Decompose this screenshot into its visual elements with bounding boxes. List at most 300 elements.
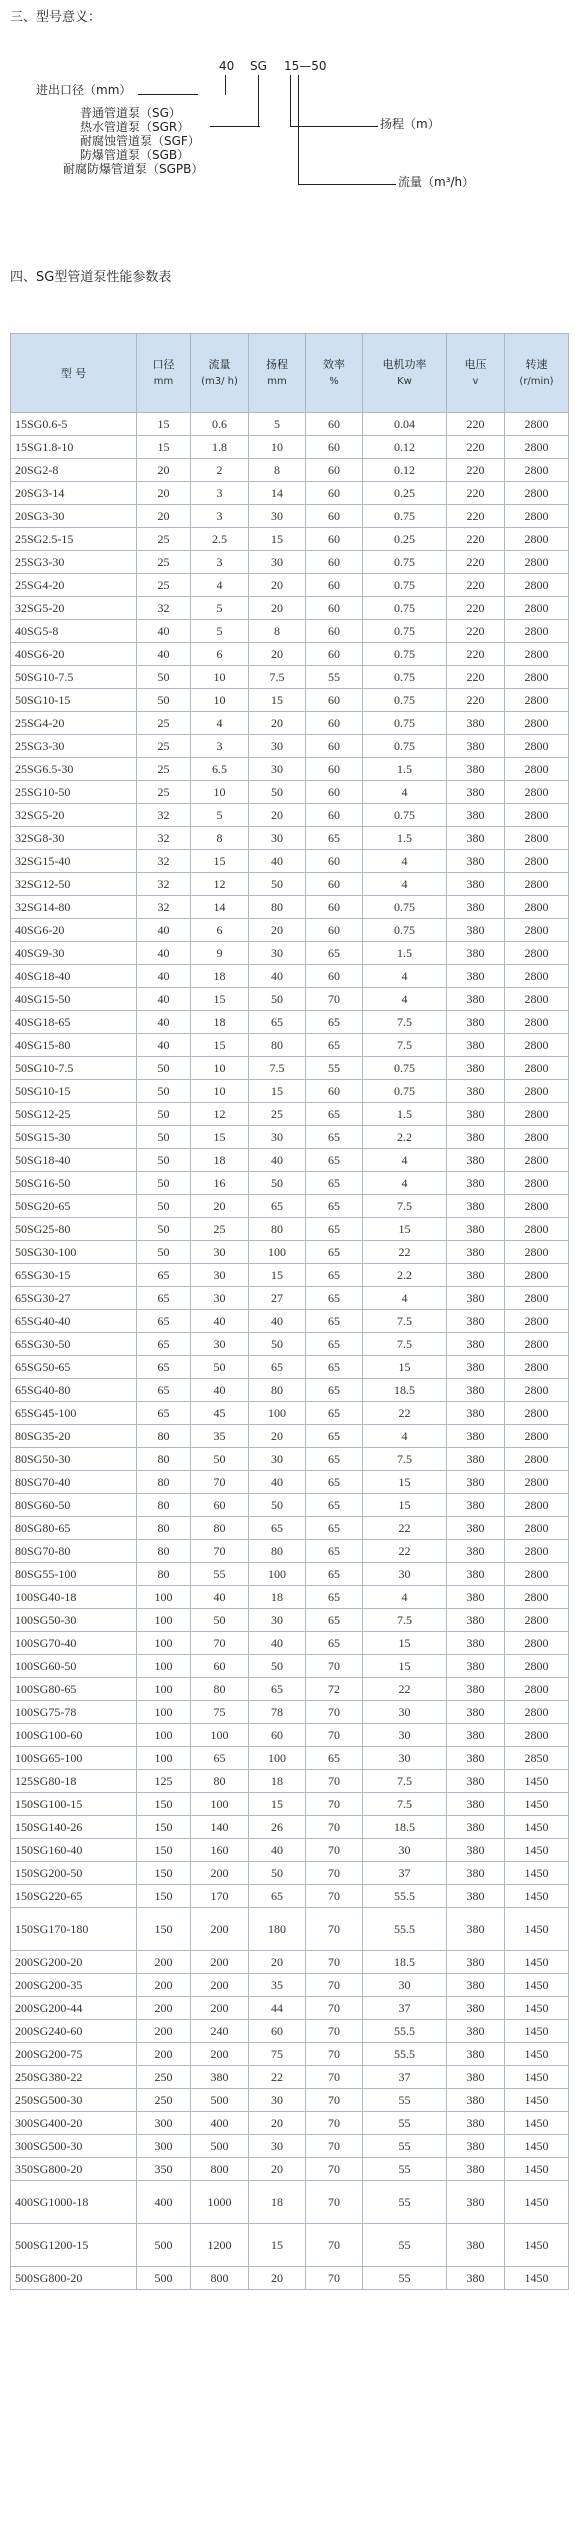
table-row [11, 505, 569, 528]
cell-efficiency: 65 [306, 1586, 363, 1609]
cell-head: 20 [249, 2267, 306, 2290]
cell-voltage: 380 [447, 1655, 505, 1678]
cell-caliber: 20 [137, 459, 191, 482]
table-row [11, 758, 569, 781]
cell-head: 18 [249, 1770, 306, 1793]
cell-motor-power: 55 [363, 2158, 447, 2181]
cell-speed: 2800 [505, 804, 569, 827]
cell-efficiency: 65 [306, 1379, 363, 1402]
cell-efficiency: 65 [306, 1149, 363, 1172]
cell-speed: 1450 [505, 1862, 569, 1885]
cell-head: 5 [249, 413, 306, 436]
table-row [11, 2066, 569, 2089]
cell-speed: 2800 [505, 597, 569, 620]
cell-efficiency: 70 [306, 2181, 363, 2224]
cell-motor-power: 18.5 [363, 1816, 447, 1839]
code-flow-head: 15—50 [284, 59, 327, 73]
cell-efficiency: 60 [306, 574, 363, 597]
cell-speed: 2800 [505, 1264, 569, 1287]
cell-flow: 10 [191, 781, 249, 804]
cell-head: 100 [249, 1402, 306, 1425]
cell-voltage: 380 [447, 1770, 505, 1793]
cell-motor-power: 7.5 [363, 1310, 447, 1333]
cell-speed: 2800 [505, 1126, 569, 1149]
cell-head: 80 [249, 1540, 306, 1563]
cell-flow: 4 [191, 574, 249, 597]
cell-motor-power: 1.5 [363, 942, 447, 965]
cell-caliber: 500 [137, 2224, 191, 2267]
cell-caliber: 150 [137, 1839, 191, 1862]
table-row [11, 1632, 569, 1655]
code-series: SG [250, 59, 267, 73]
table-row [11, 597, 569, 620]
cell-caliber: 150 [137, 1793, 191, 1816]
cell-speed: 2800 [505, 689, 569, 712]
cell-efficiency: 70 [306, 2158, 363, 2181]
cell-speed: 2800 [505, 528, 569, 551]
cell-motor-power: 55 [363, 2267, 447, 2290]
cell-voltage: 380 [447, 1997, 505, 2020]
cell-efficiency: 60 [306, 758, 363, 781]
cell-caliber: 65 [137, 1379, 191, 1402]
cell-caliber: 200 [137, 2020, 191, 2043]
cell-model: 40SG5-8 [11, 620, 137, 643]
table-row [11, 1310, 569, 1333]
table-row [11, 712, 569, 735]
table-row [11, 551, 569, 574]
cell-caliber: 100 [137, 1701, 191, 1724]
cell-speed: 1450 [505, 2158, 569, 2181]
cell-flow: 80 [191, 1678, 249, 1701]
cell-efficiency: 65 [306, 1471, 363, 1494]
cell-voltage: 380 [447, 1974, 505, 1997]
cell-caliber: 150 [137, 1908, 191, 1951]
cell-flow: 60 [191, 1494, 249, 1517]
cell-flow: 45 [191, 1402, 249, 1425]
cell-head: 60 [249, 2020, 306, 2043]
cell-speed: 2800 [505, 1586, 569, 1609]
cell-caliber: 25 [137, 735, 191, 758]
cell-head: 180 [249, 1908, 306, 1951]
cell-caliber: 65 [137, 1310, 191, 1333]
cell-efficiency: 70 [306, 1770, 363, 1793]
cell-efficiency: 70 [306, 2089, 363, 2112]
cell-caliber: 25 [137, 781, 191, 804]
cell-voltage: 380 [447, 1356, 505, 1379]
cell-voltage: 380 [447, 1816, 505, 1839]
cell-motor-power: 0.75 [363, 597, 447, 620]
cell-voltage: 380 [447, 804, 505, 827]
cell-flow: 380 [191, 2066, 249, 2089]
cell-voltage: 380 [447, 1195, 505, 1218]
cell-efficiency: 65 [306, 1310, 363, 1333]
cell-voltage: 380 [447, 988, 505, 1011]
cell-speed: 2800 [505, 1195, 569, 1218]
cell-caliber: 250 [137, 2089, 191, 2112]
cell-caliber: 25 [137, 758, 191, 781]
table-row [11, 1103, 569, 1126]
cell-motor-power: 7.5 [363, 1448, 447, 1471]
cell-speed: 2800 [505, 459, 569, 482]
table-row [11, 1586, 569, 1609]
cell-motor-power: 18.5 [363, 1379, 447, 1402]
cell-caliber: 32 [137, 850, 191, 873]
cell-speed: 2800 [505, 965, 569, 988]
cell-speed: 2800 [505, 666, 569, 689]
cell-speed: 2800 [505, 482, 569, 505]
cell-head: 15 [249, 528, 306, 551]
cell-head: 65 [249, 1885, 306, 1908]
cell-caliber: 150 [137, 1885, 191, 1908]
cell-head: 50 [249, 781, 306, 804]
cell-head: 30 [249, 758, 306, 781]
cell-speed: 2800 [505, 1402, 569, 1425]
cell-flow: 200 [191, 2043, 249, 2066]
cell-motor-power: 0.75 [363, 643, 447, 666]
cell-flow: 18 [191, 1011, 249, 1034]
cell-head: 7.5 [249, 666, 306, 689]
header-motor-power: 电机功率 Kw [363, 334, 447, 413]
cell-model: 500SG800-20 [11, 2267, 137, 2290]
cell-head: 30 [249, 1448, 306, 1471]
cell-model: 150SG170-180 [11, 1908, 137, 1951]
table-row [11, 942, 569, 965]
table-row [11, 896, 569, 919]
cell-motor-power: 30 [363, 1724, 447, 1747]
cell-motor-power: 30 [363, 1974, 447, 1997]
cell-model: 50SG10-7.5 [11, 1057, 137, 1080]
cell-caliber: 50 [137, 1080, 191, 1103]
cell-efficiency: 70 [306, 1951, 363, 1974]
cell-model: 200SG200-44 [11, 1997, 137, 2020]
cell-efficiency: 65 [306, 1126, 363, 1149]
cell-caliber: 65 [137, 1333, 191, 1356]
cell-caliber: 300 [137, 2135, 191, 2158]
cell-speed: 2800 [505, 1724, 569, 1747]
cell-motor-power: 55.5 [363, 2020, 447, 2043]
cell-head: 30 [249, 827, 306, 850]
cell-model: 65SG40-40 [11, 1310, 137, 1333]
cell-motor-power: 0.75 [363, 505, 447, 528]
cell-efficiency: 70 [306, 2043, 363, 2066]
cell-caliber: 200 [137, 1974, 191, 1997]
cell-model: 150SG200-50 [11, 1862, 137, 1885]
cell-head: 65 [249, 1678, 306, 1701]
cell-model: 25SG3-30 [11, 551, 137, 574]
cell-efficiency: 65 [306, 827, 363, 850]
cell-caliber: 50 [137, 1195, 191, 1218]
cell-efficiency: 60 [306, 643, 363, 666]
cell-model: 50SG12-25 [11, 1103, 137, 1126]
cell-model: 80SG80-65 [11, 1517, 137, 1540]
cell-caliber: 100 [137, 1609, 191, 1632]
cell-voltage: 380 [447, 1448, 505, 1471]
cell-model: 200SG200-35 [11, 1974, 137, 1997]
performance-table [10, 333, 569, 2290]
cell-caliber: 80 [137, 1517, 191, 1540]
cell-caliber: 80 [137, 1471, 191, 1494]
table-row [11, 850, 569, 873]
cell-model: 15SG0.6-5 [11, 413, 137, 436]
cell-flow: 6 [191, 643, 249, 666]
cell-head: 18 [249, 1586, 306, 1609]
cell-head: 20 [249, 2158, 306, 2181]
cell-flow: 200 [191, 1974, 249, 1997]
cell-head: 14 [249, 482, 306, 505]
table-row [11, 1655, 569, 1678]
cell-efficiency: 70 [306, 2020, 363, 2043]
cell-motor-power: 4 [363, 1172, 447, 1195]
cell-voltage: 380 [447, 712, 505, 735]
cell-motor-power: 4 [363, 1586, 447, 1609]
table-row [11, 1172, 569, 1195]
cell-caliber: 50 [137, 689, 191, 712]
cell-head: 25 [249, 1103, 306, 1126]
cell-model: 32SG14-80 [11, 896, 137, 919]
table-row [11, 1356, 569, 1379]
cell-model: 80SG35-20 [11, 1425, 137, 1448]
table-row [11, 1448, 569, 1471]
cell-motor-power: 0.75 [363, 896, 447, 919]
cell-flow: 1200 [191, 2224, 249, 2267]
cell-efficiency: 72 [306, 1678, 363, 1701]
cell-voltage: 380 [447, 1563, 505, 1586]
table-row [11, 1747, 569, 1770]
cell-voltage: 380 [447, 1310, 505, 1333]
table-header-row [11, 334, 569, 413]
cell-model: 200SG200-20 [11, 1951, 137, 1974]
cell-motor-power: 30 [363, 1747, 447, 1770]
cell-voltage: 220 [447, 620, 505, 643]
cell-efficiency: 65 [306, 1632, 363, 1655]
cell-head: 65 [249, 1195, 306, 1218]
cell-head: 15 [249, 2224, 306, 2267]
cell-caliber: 65 [137, 1356, 191, 1379]
cell-flow: 50 [191, 1609, 249, 1632]
table-row [11, 2043, 569, 2066]
cell-voltage: 380 [447, 1793, 505, 1816]
cell-efficiency: 60 [306, 896, 363, 919]
cell-caliber: 40 [137, 1034, 191, 1057]
cell-head: 50 [249, 1172, 306, 1195]
table-row [11, 1793, 569, 1816]
cell-motor-power: 4 [363, 850, 447, 873]
section-4-title: 四、SG型管道泵性能参数表 [10, 270, 172, 285]
cell-model: 300SG500-30 [11, 2135, 137, 2158]
cell-head: 15 [249, 1264, 306, 1287]
cell-caliber: 40 [137, 942, 191, 965]
cell-motor-power: 7.5 [363, 1195, 447, 1218]
cell-voltage: 380 [447, 1908, 505, 1951]
cell-efficiency: 70 [306, 1701, 363, 1724]
cell-flow: 800 [191, 2158, 249, 2181]
code-inlet-size: 40 [219, 59, 235, 73]
cell-efficiency: 70 [306, 1862, 363, 1885]
cell-flow: 6 [191, 919, 249, 942]
cell-motor-power: 22 [363, 1241, 447, 1264]
cell-head: 65 [249, 1356, 306, 1379]
cell-head: 75 [249, 2043, 306, 2066]
table-row [11, 482, 569, 505]
cell-caliber: 350 [137, 2158, 191, 2181]
cell-motor-power: 0.75 [363, 1080, 447, 1103]
cell-voltage: 220 [447, 597, 505, 620]
cell-caliber: 40 [137, 643, 191, 666]
cell-model: 65SG50-65 [11, 1356, 137, 1379]
inlet-label: 进出口径（mm） [36, 83, 132, 97]
cell-caliber: 50 [137, 1126, 191, 1149]
cell-voltage: 380 [447, 1839, 505, 1862]
cell-head: 20 [249, 712, 306, 735]
cell-model: 100SG70-40 [11, 1632, 137, 1655]
cell-caliber: 100 [137, 1655, 191, 1678]
cell-efficiency: 65 [306, 1333, 363, 1356]
cell-voltage: 380 [447, 1609, 505, 1632]
cell-voltage: 220 [447, 666, 505, 689]
cell-model: 200SG200-75 [11, 2043, 137, 2066]
cell-caliber: 250 [137, 2066, 191, 2089]
cell-speed: 2800 [505, 1701, 569, 1724]
cell-caliber: 15 [137, 413, 191, 436]
cell-speed: 1450 [505, 2020, 569, 2043]
cell-head: 80 [249, 1218, 306, 1241]
cell-speed: 2800 [505, 1494, 569, 1517]
cell-voltage: 380 [447, 2181, 505, 2224]
cell-efficiency: 65 [306, 1264, 363, 1287]
cell-motor-power: 7.5 [363, 1770, 447, 1793]
cell-voltage: 380 [447, 919, 505, 942]
cell-motor-power: 4 [363, 781, 447, 804]
cell-efficiency: 60 [306, 482, 363, 505]
cell-model: 100SG40-18 [11, 1586, 137, 1609]
cell-caliber: 80 [137, 1425, 191, 1448]
cell-head: 8 [249, 620, 306, 643]
table-row [11, 1862, 569, 1885]
header-caliber: 口径 mm [137, 334, 191, 413]
cell-model: 100SG50-30 [11, 1609, 137, 1632]
header-model: 型 号 [11, 334, 137, 413]
cell-flow: 50 [191, 1448, 249, 1471]
cell-efficiency: 60 [306, 919, 363, 942]
table-row [11, 1402, 569, 1425]
cell-head: 100 [249, 1563, 306, 1586]
cell-speed: 2800 [505, 436, 569, 459]
cell-speed: 2800 [505, 873, 569, 896]
table-row [11, 1218, 569, 1241]
cell-speed: 2800 [505, 1448, 569, 1471]
cell-caliber: 50 [137, 666, 191, 689]
table-row [11, 1011, 569, 1034]
cell-motor-power: 4 [363, 873, 447, 896]
cell-motor-power: 30 [363, 1701, 447, 1724]
cell-speed: 2800 [505, 1609, 569, 1632]
cell-speed: 2800 [505, 413, 569, 436]
cell-efficiency: 65 [306, 1287, 363, 1310]
cell-motor-power: 0.25 [363, 482, 447, 505]
cell-model: 50SG25-80 [11, 1218, 137, 1241]
cell-motor-power: 7.5 [363, 1609, 447, 1632]
cell-head: 30 [249, 735, 306, 758]
cell-head: 50 [249, 1655, 306, 1678]
cell-head: 60 [249, 1724, 306, 1747]
inlet-leader-line [138, 94, 198, 95]
cell-head: 10 [249, 436, 306, 459]
cell-model: 25SG6.5-30 [11, 758, 137, 781]
cell-flow: 100 [191, 1793, 249, 1816]
cell-flow: 30 [191, 1287, 249, 1310]
cell-head: 27 [249, 1287, 306, 1310]
cell-voltage: 380 [447, 2112, 505, 2135]
cell-flow: 16 [191, 1172, 249, 1195]
cell-model: 50SG16-50 [11, 1172, 137, 1195]
cell-voltage: 380 [447, 896, 505, 919]
head-vertical-line [290, 75, 291, 127]
table-row [11, 965, 569, 988]
cell-motor-power: 0.12 [363, 436, 447, 459]
table-row [11, 873, 569, 896]
cell-flow: 10 [191, 689, 249, 712]
cell-efficiency: 60 [306, 873, 363, 896]
cell-voltage: 380 [447, 2066, 505, 2089]
cell-head: 20 [249, 597, 306, 620]
cell-model: 65SG30-50 [11, 1333, 137, 1356]
cell-speed: 1450 [505, 2112, 569, 2135]
cell-speed: 2800 [505, 896, 569, 919]
cell-model: 20SG3-30 [11, 505, 137, 528]
cell-caliber: 15 [137, 436, 191, 459]
cell-model: 65SG40-80 [11, 1379, 137, 1402]
cell-head: 20 [249, 643, 306, 666]
cell-voltage: 380 [447, 1885, 505, 1908]
cell-voltage: 380 [447, 1862, 505, 1885]
cell-voltage: 380 [447, 2020, 505, 2043]
cell-head: 8 [249, 459, 306, 482]
table-row [11, 2267, 569, 2290]
cell-head: 65 [249, 1011, 306, 1034]
cell-efficiency: 70 [306, 1974, 363, 1997]
table-row [11, 1149, 569, 1172]
cell-motor-power: 22 [363, 1540, 447, 1563]
cell-efficiency: 60 [306, 850, 363, 873]
cell-voltage: 380 [447, 1494, 505, 1517]
cell-efficiency: 60 [306, 965, 363, 988]
cell-efficiency: 55 [306, 1057, 363, 1080]
cell-flow: 60 [191, 1655, 249, 1678]
cell-efficiency: 60 [306, 413, 363, 436]
cell-speed: 1450 [505, 2089, 569, 2112]
cell-motor-power: 15 [363, 1655, 447, 1678]
cell-head: 30 [249, 1609, 306, 1632]
table-row [11, 1195, 569, 1218]
cell-model: 80SG60-50 [11, 1494, 137, 1517]
cell-speed: 2800 [505, 620, 569, 643]
cell-voltage: 380 [447, 1011, 505, 1034]
inlet-vertical-line [225, 75, 226, 95]
cell-model: 32SG8-30 [11, 827, 137, 850]
cell-head: 20 [249, 1951, 306, 1974]
table-row [11, 2112, 569, 2135]
cell-speed: 2800 [505, 1218, 569, 1241]
table-row [11, 1379, 569, 1402]
cell-motor-power: 22 [363, 1517, 447, 1540]
cell-flow: 400 [191, 2112, 249, 2135]
cell-head: 30 [249, 551, 306, 574]
cell-voltage: 380 [447, 2224, 505, 2267]
cell-motor-power: 0.75 [363, 689, 447, 712]
cell-voltage: 380 [447, 2158, 505, 2181]
cell-speed: 1450 [505, 2181, 569, 2224]
cell-speed: 2800 [505, 1103, 569, 1126]
